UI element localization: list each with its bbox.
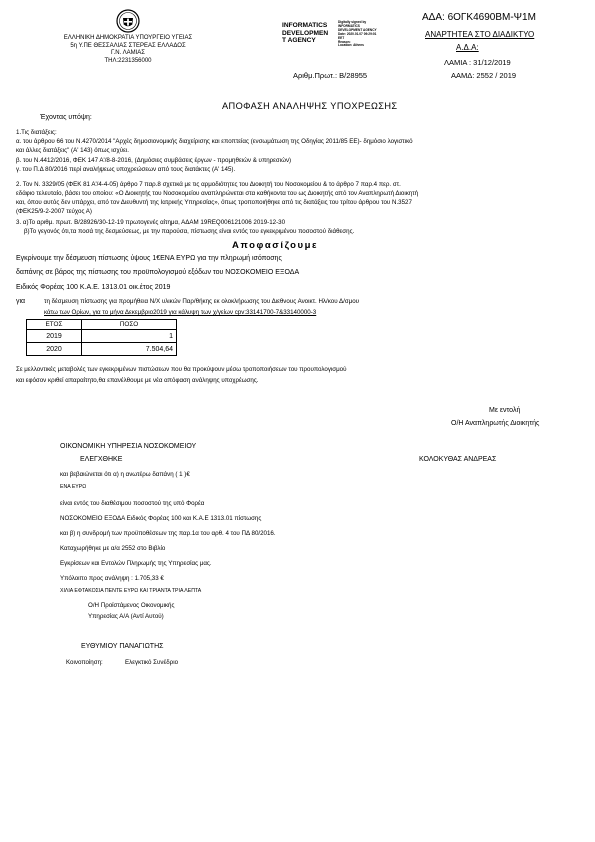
finance-line: ΝΟΣΟΚΟΜΕΙΟ ΕΞΟΔΑ Ειδικός Φορέας 100 και Κ.Α.Ε 1313.01 πίστωσης (60, 515, 262, 522)
finance-head-name: ΕΥΘΥΜΙΟΥ ΠΑΝΑΓΙΩΤΗΣ (81, 643, 164, 650)
org-line: ΤΗΛ:2231356000 (104, 57, 152, 64)
organization-header (38, 35, 218, 65)
year-cell: 2019 (27, 330, 82, 343)
certification-line: και βεβαιώνεται ότι α) η ανωτέρω δαπάνη ( 1 )€ (60, 471, 190, 478)
signer-role: Ο/Η Αναπληρωτής Διοικητής (451, 420, 540, 427)
signature-details: Digitally signed by INFORMATICS DEVELOPMENT AGENCY Date: 2020.01.07 09:29:01 EET Reason: Location: Athens (338, 20, 377, 48)
checked-label: ΕΛΕΓΧΘΗΚΕ (80, 456, 123, 463)
future-changes-line: και εφόσον κριθεί απαραίτητο,θα επανέλθουμε με νέα απόφαση ανάληψης υποχρέωσης. (16, 377, 259, 384)
signature-agency-block: INFORMATICS DEVELOPMEN T AGENCY (282, 22, 329, 44)
body-line: Εγκρίνουμε την δέσμευση πίστωσης ύψους 1€ΕΝΑ ΕΥΡΩ για την πληρωμή ισόποσης (16, 255, 282, 262)
document-title: ΑΠΟΦΑΣΗ ΑΝΑΛΗΨΗΣ ΥΠΟΧΡΕΩΣΗΣ (222, 101, 398, 111)
provision-line: και άλλες διατάξεις" (Α' 143) όπως ισχύει. (16, 147, 129, 154)
finance-line: και β) η συνδρομή των προϋποθέσεων της παρ.1α του αρθ. 4 του ΠΔ 80/2016. (60, 530, 276, 537)
provision-line: 2. Τον Ν. 3329/05 (ΦΕΚ 81 Α'/4-4-05) άρθρο 7 παρ.8 σχετικά με τις αρμοδιότητες του Διοικητή του Νοσοκομείου & το άρθρο 7 παρ.4 περ. στ. (16, 181, 401, 188)
org-line: 5η Υ.ΠΕ ΘΕΣΣΑΛΙΑΣ ΣΤΕΡΕΑΣ ΕΛΛΑΔΟΣ (70, 42, 186, 49)
provision-line: και, όπου αυτός δεν υπάρχει, από τον Διευθυντή της Ιατρικής Υπηρεσίας», όπως τροποποιήθηκε από τις διατάξεις του τρίτου άρθρου του Ν.3527 (16, 199, 412, 206)
body-line: Ειδικός Φορέας 100 Κ.Α.Ε. 1313.01 οικ.έτος 2019 (16, 284, 171, 291)
considering-label: Έχοντας υπόψη: (40, 114, 92, 121)
decision-heading: Αποφασίζουμε (232, 240, 319, 251)
body-line: δαπάνης σε βάρος της πίστωσης του προϋπολογισμού εξόδων του ΝΟΣΟΚΟΜΕΙΟ ΕΞΟΔΑ (16, 269, 300, 276)
table-header-row (27, 320, 177, 330)
ada-code: ΑΔΑ: 6ΟΓΚ4690ΒΜ-Ψ1Μ (422, 12, 536, 23)
signer-order: Με εντολή (489, 407, 521, 414)
finance-line: είναι εντός του διαθέσιμου ποσοστού της υπό Φορέα (60, 500, 205, 507)
purpose-line: τη δέσμευση πίστωσης για προμήθεια Ν/Χ υλικών Παρ/θήκης εκ ολοκλήρωσης του Διεθνους Ανοικτ. Ηλ/κου Δ/σμου (44, 298, 360, 305)
finance-head-role: Ο/Η Προϊστάμενος Οικονομικής (88, 602, 175, 609)
provision-line: 3. α)Το αριθμ. πρωτ. Β/28926/30-12-19 πρωτογενές αίτημα, ΑΔΑΜ 19REQ006121006 2019-12-30 (16, 219, 286, 226)
posted-online-label: ΑΝΑΡΤΗΤΕΑ ΣΤΟ ΔΙΑΔΙΚΤΥΟ (425, 30, 535, 39)
ada-label: Α.Δ.Α: (456, 43, 479, 52)
column-header-year: ΕΤΟΣ (27, 320, 82, 330)
org-line: Γ.Ν. ΛΑΜΙΑΣ (110, 50, 146, 56)
aamd-number: ΑΑΜΔ: 2552 / 2019 (451, 71, 517, 80)
table-row (27, 330, 177, 343)
notification-label: Κοινοποίηση: (66, 659, 103, 666)
provisions-label: 1.Τις διατάξεις: (16, 129, 57, 136)
provision-line: β)Το γεγονός ότι,τα ποσά της δεσμεύσεως, με την παρούσα, πίστωσης είναι εντός του εγκεκριμένου ποσοστού διάθεσης. (24, 228, 355, 235)
provision-line: (ΦΕΚ25/9-2-2007 τεύχος Α) (16, 208, 92, 215)
finance-line: Καταχωρήθηκε με α/α 2552 στο Βιβλίο (60, 545, 166, 552)
table-row (27, 343, 177, 356)
year-cell: 2020 (27, 343, 82, 356)
provision-line: α. του άρθρου 66 του Ν.4270/2014 "Αρχές δημοσιονομικής διαχείρισης και εποπτείας (ενσωμάτωση της Οδηγίας 2011/85 ΕΕ)- δημόσιο λογιστικό (16, 138, 413, 145)
provision-line: εδάφιο τελευταίο, βάσει του οποίου: «Ο Διοικητής του Νοσοκομείου αναπληρώνεται στα καθήκοντα του ως Διοικητής από τον Αναπληρωτή Διοικητή (16, 190, 419, 197)
notification-recipient: Ελεγκτικό Συνέδριο (125, 659, 179, 666)
org-line: ΕΛΛΗΝΙΚΗ ΔΗΜΟΚΡΑΤΙΑ ΥΠΟΥΡΓΕΙΟ ΥΓΕΙΑΣ (63, 35, 193, 41)
document-date: ΛΑΜΙΑ : 31/12/2019 (444, 58, 511, 67)
finance-signer-name: ΚΟΛΟΚΥΘΑΣ ΑΝΔΡΕΑΣ (419, 456, 497, 463)
finance-head-role: Υπηρεσίας Α/Α (Αντί Αυτού) (88, 613, 164, 620)
amount-cell: 1 (82, 330, 177, 343)
future-changes-line: Σε μελλοντικές μεταβολές των εγκεκριμένων πιστώσεων που θα προκύψουν μέσω τροποποιήσεων του προυπολογισμού (16, 366, 347, 373)
finance-line: Εγκρίσεων και Εντολών Πληρωμής της Υπηρεσίας μας. (60, 560, 212, 567)
certification-amount-words: ΕΝΑ ΕΥΡΩ (60, 484, 87, 490)
finance-department-title: ΟΙΚΟΝΟΜΙΚΗ ΥΠΗΡΕΣΙΑ ΝΟΣΟΚΟΜΕΙΟΥ (60, 443, 197, 450)
protocol-number: Αριθμ.Πρωτ.: Β/28955 (293, 71, 368, 80)
provision-line: γ. του Π.Δ 80/2016 περί αναλήψεως υποχρεώσεων από τους διατάκτες (Α' 145). (16, 166, 236, 173)
provision-line: β. του Ν.4412/2016, ΦΕΚ 147 Α'/8-8-2016, (Δημόσιες συμβάσεις έργων - προμηθειών & υπηρεσιών) (16, 157, 292, 164)
remaining-balance: Υπόλοιπο προς ανάληψη : 1.705,33 € (60, 575, 164, 582)
amount-cell: 7.504,64 (82, 343, 177, 356)
remaining-balance-words: ΧΙΛΙΑ ΕΦΤΑΚΟΣΙΑ ΠΕΝΤΕ ΕΥΡΩ ΚΑΙ ΤΡΙΑΝΤΑ ΤΡΙΑ ΛΕΠΤΑ (60, 588, 202, 594)
commitment-amounts-table (26, 319, 177, 356)
column-header-amount: ΠΟΣΟ (82, 320, 177, 330)
hellenic-republic-emblem-icon (116, 9, 140, 33)
purpose-line: κάτω των Ορίων, για το μήνα Δεκεμβριο2019 για κάλυψη των χ/γείων cpv:33141700-7&33140000-3 (44, 309, 317, 316)
for-label: για (16, 298, 26, 305)
